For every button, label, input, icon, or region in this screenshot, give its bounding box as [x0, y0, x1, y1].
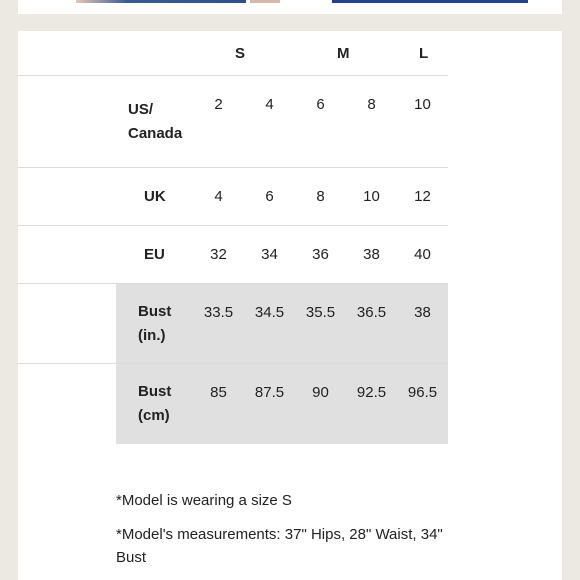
row-label [144, 243, 165, 267]
model-size-note: *Model is wearing a size S [116, 492, 292, 509]
size-value-cell: 10 [346, 168, 397, 226]
size-group-header: M [337, 44, 350, 62]
size-value-cell: 2 [193, 76, 244, 168]
product-image [332, 0, 528, 3]
size-chart-row [18, 168, 448, 226]
row-label-line: UK [144, 187, 166, 205]
size-value-cell: 38 [397, 284, 448, 364]
size-chart-row [18, 226, 448, 284]
size-value-cell: 4 [244, 76, 295, 168]
size-chart-row [18, 364, 448, 444]
size-value-cell: 6 [244, 168, 295, 226]
size-value-cell: 34 [244, 226, 295, 284]
row-label [138, 300, 171, 348]
size-chart-table [18, 31, 448, 444]
size-value-cell: 36.5 [346, 284, 397, 364]
row-label-cell [18, 364, 193, 444]
row-label-line: (in.) [138, 326, 166, 344]
row-label-cell [18, 76, 193, 168]
product-image-strip [18, 0, 562, 14]
size-chart-row [18, 76, 448, 168]
size-value-cell: 12 [397, 168, 448, 226]
row-label-line: Canada [128, 124, 183, 142]
size-value-cell: 36 [295, 226, 346, 284]
size-value-cell: 92.5 [346, 364, 397, 444]
size-value-cell: 96.5 [397, 364, 448, 444]
row-label [138, 380, 171, 428]
size-chart-card [18, 31, 562, 580]
row-label-line: Bust [138, 382, 172, 400]
product-image [250, 0, 280, 3]
size-value-cell: 33.5 [193, 284, 244, 364]
size-group-header: L [419, 44, 429, 62]
row-label-line: US/ [128, 100, 154, 118]
size-group-header: S [235, 44, 246, 62]
size-value-cell: 4 [193, 168, 244, 226]
product-image [76, 0, 246, 3]
row-label [144, 185, 166, 209]
size-value-cell: 8 [346, 76, 397, 168]
size-value-cell: 40 [397, 226, 448, 284]
size-value-cell: 34.5 [244, 284, 295, 364]
row-label [128, 98, 182, 146]
size-value-cell: 87.5 [244, 364, 295, 444]
size-value-cell: 32 [193, 226, 244, 284]
size-value-cell: 38 [346, 226, 397, 284]
row-label-cell [18, 226, 193, 284]
size-notes [116, 489, 446, 580]
size-value-cell: 85 [193, 364, 244, 444]
row-label-line: Bust [138, 302, 172, 320]
model-measurements-note: *Model's measurements: 37" Hips, 28" Waist, 34" Bust [116, 526, 443, 566]
size-group-header-row [18, 31, 448, 76]
size-value-cell: 6 [295, 76, 346, 168]
row-label-line: (cm) [138, 406, 170, 424]
row-label-cell [18, 168, 193, 226]
row-label-cell [18, 284, 193, 364]
size-value-cell: 10 [397, 76, 448, 168]
size-chart-row [18, 284, 448, 364]
size-value-cell: 35.5 [295, 284, 346, 364]
size-value-cell: 90 [295, 364, 346, 444]
row-label-line: EU [144, 245, 165, 263]
size-value-cell: 8 [295, 168, 346, 226]
